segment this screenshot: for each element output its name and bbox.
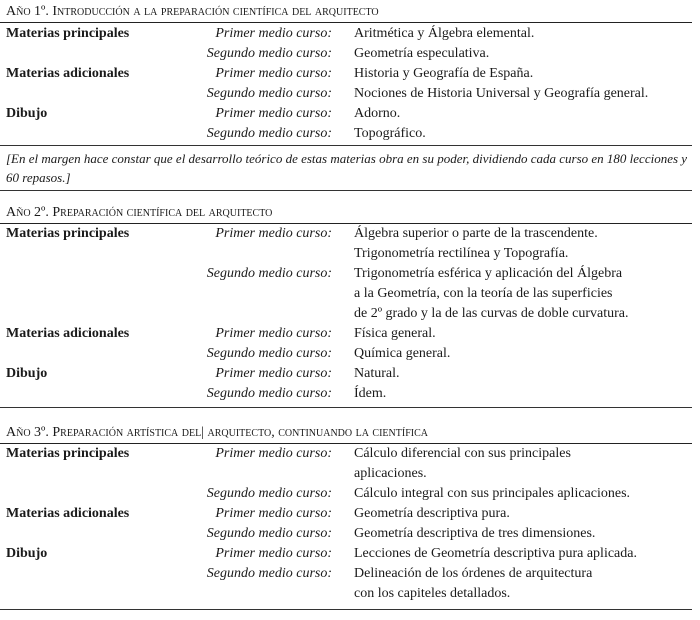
table-row <box>0 84 700 104</box>
term-label: Primer medio curso: <box>215 66 332 81</box>
subject-text: Álgebra superior o parte de la trascendente. <box>354 226 598 241</box>
table-row <box>0 124 700 144</box>
category-label: Materias adicionales <box>6 326 130 341</box>
table-row <box>0 64 700 84</box>
year-1-title-rule <box>0 22 692 23</box>
subject-text: Geometría especulativa. <box>354 46 490 61</box>
table-row <box>0 364 700 384</box>
subject-text: Natural. <box>354 366 400 381</box>
table-row <box>0 344 700 364</box>
subject-text: Ídem. <box>354 386 387 401</box>
table-row <box>0 224 700 244</box>
subject-text: Física general. <box>354 326 436 341</box>
term-label: Primer medio curso: <box>215 326 332 341</box>
category-label: Dibujo <box>6 366 48 381</box>
term-label: Segundo medio curso: <box>206 86 332 101</box>
table-row <box>0 484 700 504</box>
term-label: Segundo medio curso: <box>206 486 332 501</box>
table-row <box>0 324 700 344</box>
category-label: Materias adicionales <box>6 506 130 521</box>
subject-text: Cálculo diferencial con sus principales <box>354 446 571 461</box>
subject-text: aplicaciones. <box>354 466 427 481</box>
margin-note: [En el margen hace constar que el desarrollo teórico de estas materias obra en su poder, dividiendo cada curso en 180 lecciones y 60 repasos.] <box>6 151 688 185</box>
subject-text: Geometría descriptiva pura. <box>354 506 510 521</box>
subject-text: de 2º grado y la de las curvas de doble curvatura. <box>354 306 629 321</box>
term-label: Primer medio curso: <box>215 366 332 381</box>
table-row <box>0 384 700 404</box>
table-row <box>0 584 700 604</box>
subject-text: Nociones de Historia Universal y Geografía general. <box>354 86 649 101</box>
category-label: Dibujo <box>6 546 48 561</box>
term-label: Primer medio curso: <box>215 506 332 521</box>
subject-text: Geometría descriptiva de tres dimensiones. <box>354 526 596 541</box>
year-3-title: Año 3º. Preparación artística del| arquitecto, continuando la científica <box>6 425 428 440</box>
table-row <box>0 284 700 304</box>
year-3-bottom-rule <box>0 609 692 610</box>
table-row <box>0 104 700 124</box>
category-label: Materias principales <box>6 226 130 241</box>
year-1-table-rule <box>0 145 692 146</box>
term-label: Segundo medio curso: <box>206 386 332 401</box>
table-row <box>0 524 700 544</box>
subject-text: Trigonometría rectilínea y Topografía. <box>354 246 569 261</box>
subject-text: Aritmética y Álgebra elemental. <box>354 26 535 41</box>
table-row <box>0 264 700 284</box>
table-row <box>0 504 700 524</box>
year-2-bottom-rule <box>0 407 692 408</box>
term-label: Primer medio curso: <box>215 106 332 121</box>
subject-text: Lecciones de Geometría descriptiva pura aplicada. <box>354 546 637 561</box>
year-1-bottom-rule <box>0 190 692 191</box>
category-label: Dibujo <box>6 106 48 121</box>
category-label: Materias principales <box>6 26 130 41</box>
table-row <box>0 564 700 584</box>
subject-text: Delineación de los órdenes de arquitectura <box>354 566 593 581</box>
table-row <box>0 544 700 564</box>
term-label: Primer medio curso: <box>215 546 332 561</box>
year-1-title: Año 1º. Introducción a la preparación científica del arquitecto <box>6 4 379 19</box>
year-2-title: Año 2º. Preparación científica del arquitecto <box>6 205 273 220</box>
term-label: Primer medio curso: <box>215 446 332 461</box>
table-row <box>0 244 700 264</box>
table-row <box>0 44 700 64</box>
subject-text: con los capiteles detallados. <box>354 586 511 601</box>
term-label: Segundo medio curso: <box>206 126 332 141</box>
table-row <box>0 24 700 44</box>
term-label: Segundo medio curso: <box>206 566 332 581</box>
term-label: Segundo medio curso: <box>206 266 332 281</box>
term-label: Segundo medio curso: <box>206 46 332 61</box>
subject-text: Trigonometría esférica y aplicación del Álgebra <box>354 266 623 281</box>
subject-text: Adorno. <box>354 106 401 121</box>
table-row <box>0 304 700 324</box>
category-label: Materias principales <box>6 446 130 461</box>
term-label: Segundo medio curso: <box>206 526 332 541</box>
table-row <box>0 464 700 484</box>
category-label: Materias adicionales <box>6 66 130 81</box>
subject-text: Topográfico. <box>354 126 426 141</box>
term-label: Primer medio curso: <box>215 26 332 41</box>
subject-text: Historia y Geografía de España. <box>354 66 534 81</box>
subject-text: a la Geometría, con la teoría de las superficies <box>354 286 613 301</box>
subject-text: Cálculo integral con sus principales aplicaciones. <box>354 486 631 501</box>
table-row <box>0 444 700 464</box>
term-label: Primer medio curso: <box>215 226 332 241</box>
subject-text: Química general. <box>354 346 451 361</box>
term-label: Segundo medio curso: <box>206 346 332 361</box>
